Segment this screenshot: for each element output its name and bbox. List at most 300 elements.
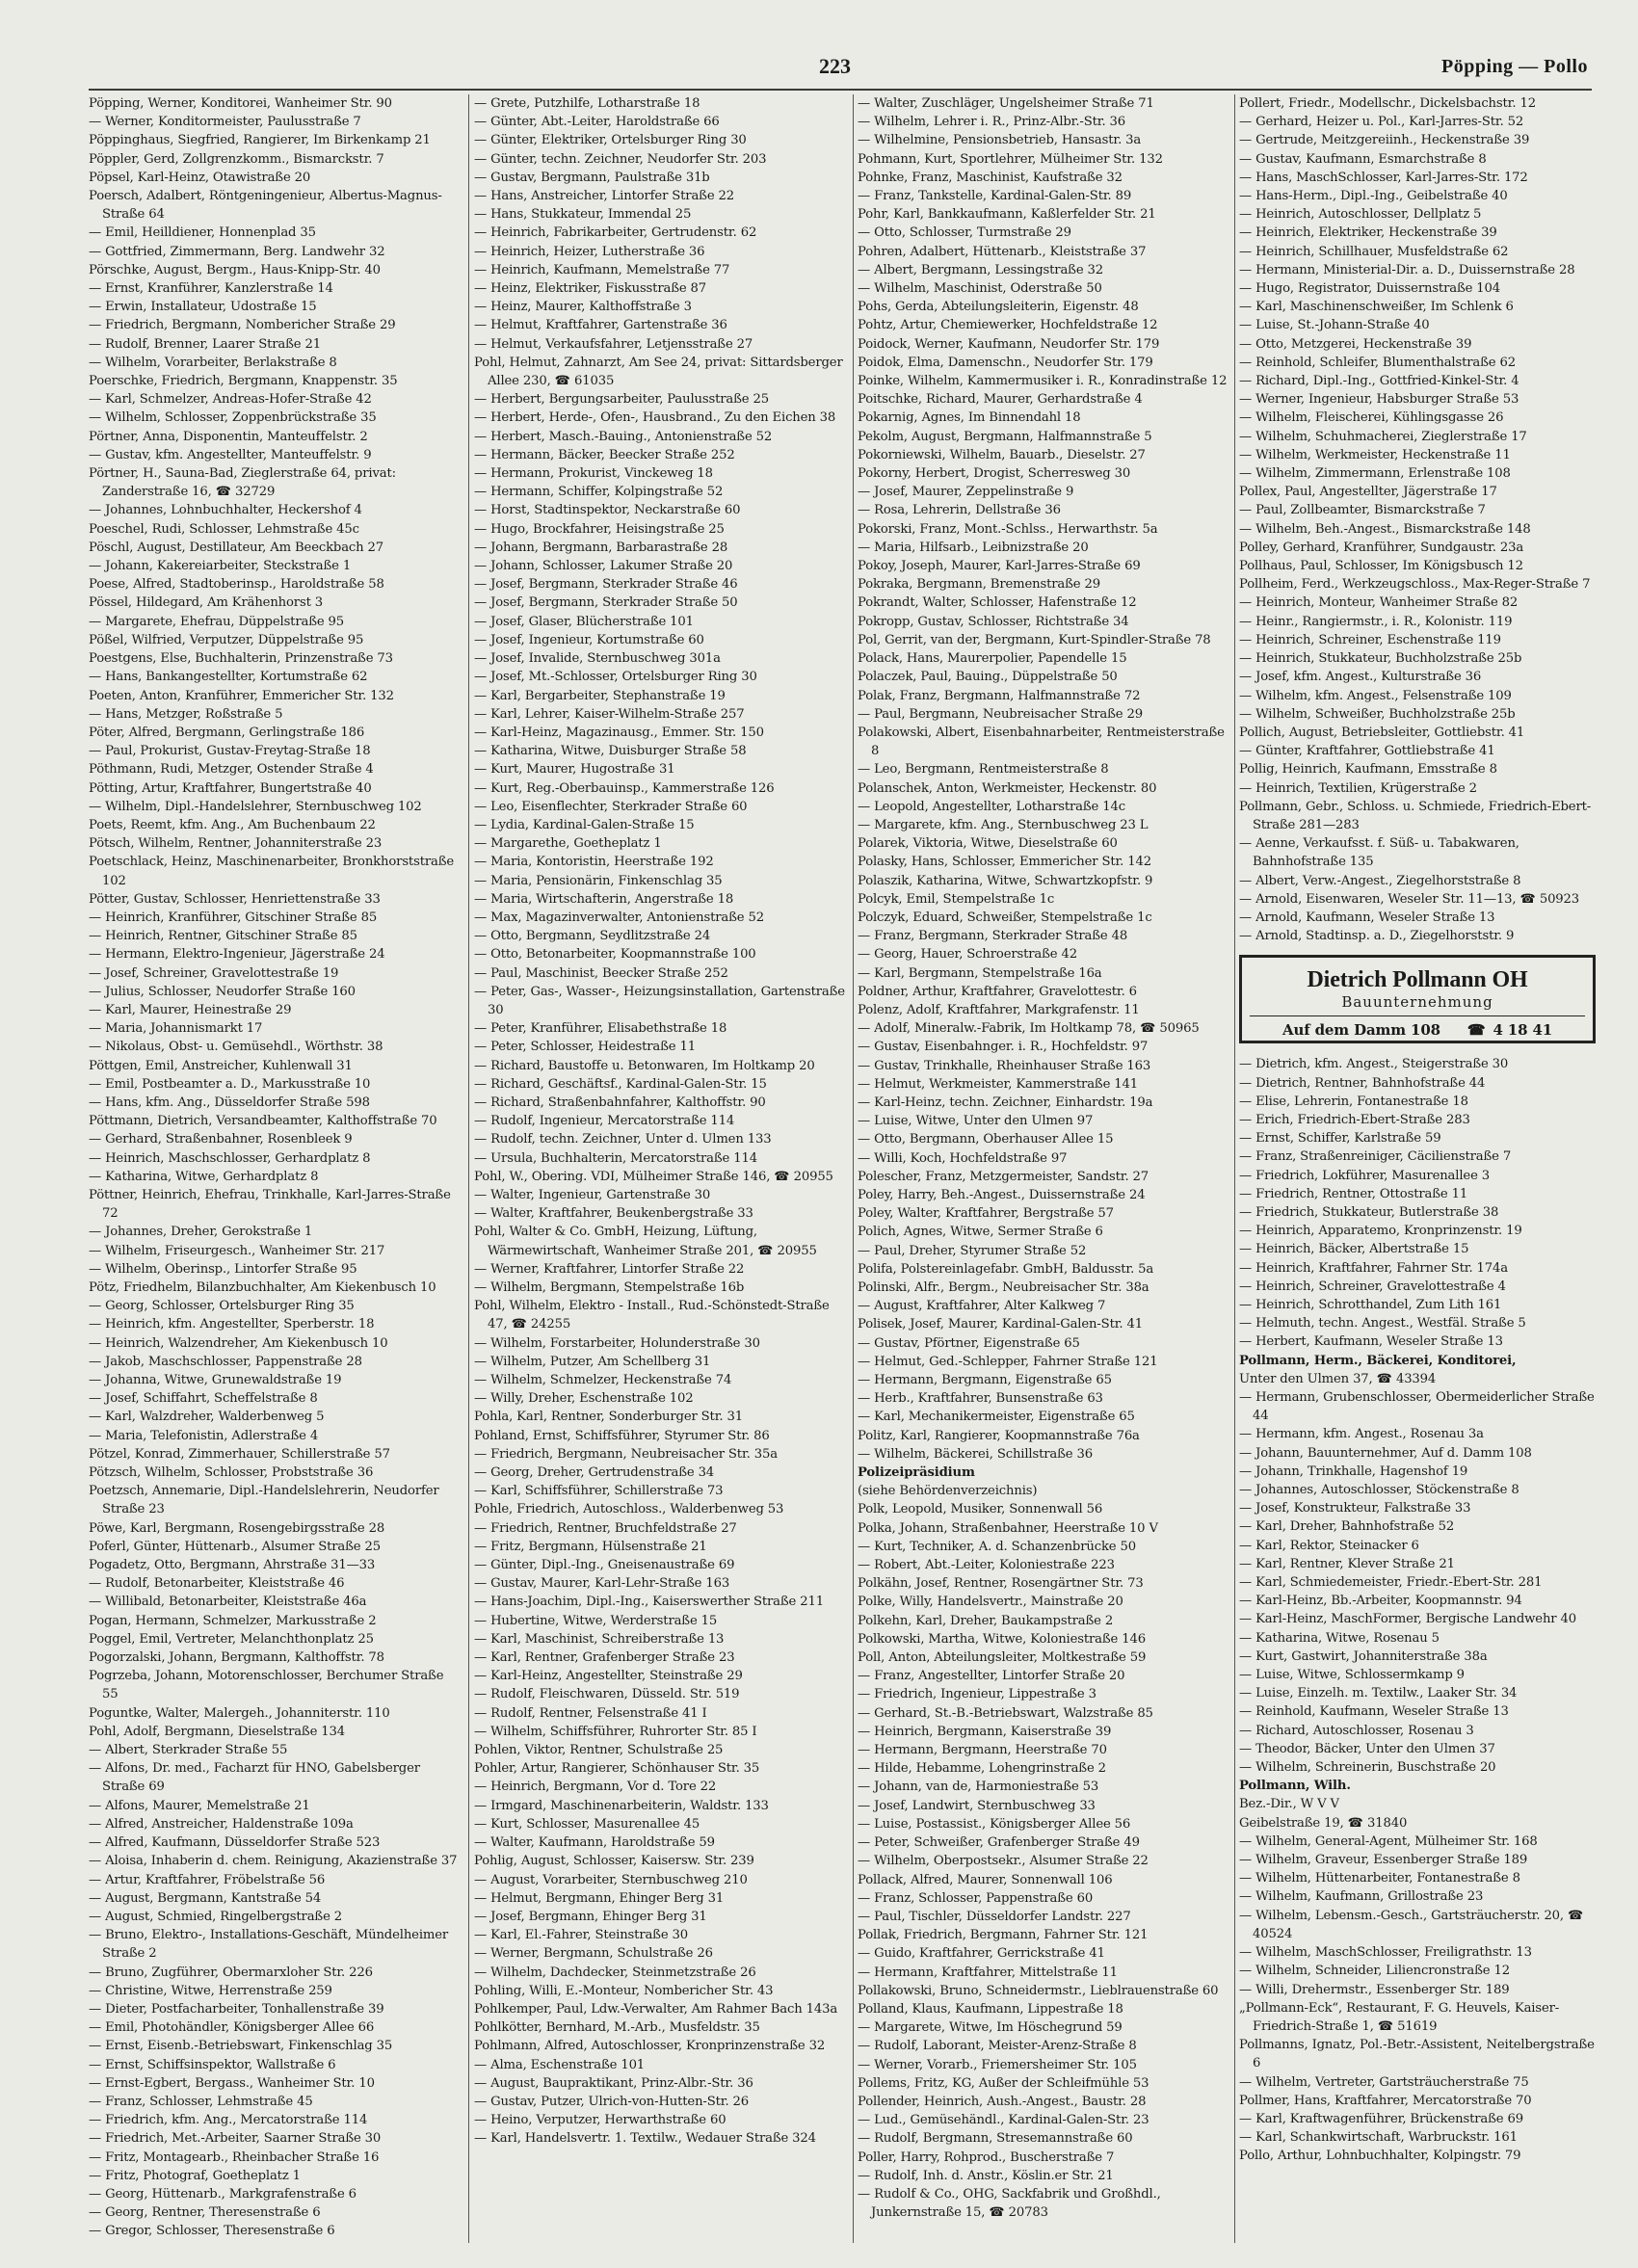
directory-entry: — Hermann, Bergmann, Eigenstraße 65 [858,1373,1112,1388]
directory-entry: Pokorski, Franz, Mont.-Schlss., Herwarthstr. 5a [858,521,1158,537]
directory-entry: — Wilhelm, Putzer, Am Schellberg 31 [474,1354,711,1369]
directory-entry: Poetzsch, Annemarie, Dipl.-Handelslehrerin, Neudorfer Straße 23 [89,1484,439,1517]
directory-entry: Pohlkötter, Bernhard, M.-Arb., Musfeldstr. 35 [474,2020,760,2036]
directory-entry: Pötter, Gustav, Schlosser, Henriettenstraße 33 [89,891,381,907]
directory-entry: — Heinrich, Schillhauer, Musfeldstraße 62 [1239,244,1509,259]
directory-entry: — Rudolf, Fleischwaren, Düsseld. Str. 519 [474,1687,740,1702]
directory-entry: — Heinrich, kfm. Angestellter, Sperberstr. 18 [89,1317,375,1332]
directory-entry: — Heinrich, Apparatemo, Kronprinzenstr. 19 [1239,1224,1522,1239]
directory-entry: — Franz, Tankstelle, Kardinal-Galen-Str. 89 [858,189,1132,204]
directory-entry: — Hans, Bankangestellter, Kortumstraße 62 [89,670,368,685]
directory-entry: — Kurt, Schlosser, Masurenallee 45 [474,1816,700,1832]
directory-entry: Pötzel, Konrad, Zimmerhauer, Schillerstraße 57 [89,1446,390,1462]
directory-entry: Pollex, Paul, Angestellter, Jägerstraße 17 [1239,485,1497,500]
directory-entry: — Günter, techn. Zeichner, Neudorfer Str. 203 [474,151,767,167]
directory-entry: — Elise, Lehrerin, Fontanestraße 18 [1239,1094,1468,1109]
directory-entry: Polcyk, Emil, Stempelstraße 1c [858,891,1055,907]
directory-entry: Pollo, Arthur, Lohnbuchhalter, Kolpingstr. 79 [1239,2149,1521,2164]
directory-entry: Pohlen, Viktor, Rentner, Schulstraße 25 [474,1743,724,1758]
directory-entry: Poll, Anton, Abteilungsleiter, Moltkestraße 59 [858,1650,1147,1666]
directory-entry: Pogrzeba, Johann, Motorenschlosser, Berchumer Straße 55 [89,1669,444,1702]
directory-entry: Polakowski, Albert, Eisenbahnarbeiter, Rentmeisterstraße 8 [858,725,1225,759]
directory-entry: — Gertrude, Meitzgereiinh., Heckenstraße 39 [1239,133,1530,148]
directory-entry: — Albert, Bergmann, Lessingstraße 32 [858,262,1104,277]
column-4 [1239,94,1596,2243]
directory-entry: Poitschke, Richard, Maurer, Gerhardstraße 4 [858,392,1143,408]
directory-entry: — Heinrich, Schreiner, Gravelottestraße 4 [1239,1279,1506,1294]
directory-entry: Pötting, Artur, Kraftfahrer, Bungertstraße 40 [89,780,372,796]
directory-entry: — Johanna, Witwe, Grunewaldstraße 19 [89,1373,342,1388]
directory-entry: Pöppinghaus, Siegfried, Rangierer, Im Birkenkamp 21 [89,133,431,148]
directory-entry: Pohling, Willi, E.-Monteur, Nombericher Str. 43 [474,1983,774,1998]
directory-entry: — Katharina, Witwe, Duisburger Straße 58 [474,744,747,759]
directory-entry: — Hans, Anstreicher, Lintorfer Straße 22 [474,189,734,204]
directory-entry: — Georg, Rentner, Theresenstraße 6 [89,2205,321,2221]
directory-entry: — Nikolaus, Obst- u. Gemüsehdl., Wörthstr. 38 [89,1040,383,1055]
directory-entry: — Arnold, Kaufmann, Weseler Straße 13 [1239,910,1495,925]
directory-entry: — Paul, Zollbeamter, Bismarckstraße 7 [1239,503,1486,518]
directory-entry: — August, Kraftfahrer, Alter Kalkweg 7 [858,1299,1106,1314]
directory-entry: Pohs, Gerda, Abteilungsleiterin, Eigenstr. 48 [858,300,1139,315]
directory-entry: — Wilhelm, kfm. Angest., Felsenstraße 109 [1239,688,1512,703]
directory-entry: — Werner, Konditormeister, Paulusstraße 7 [89,115,361,130]
directory-entry: — Josef, Maurer, Zeppelinstraße 9 [858,485,1074,500]
directory-entry: — Rudolf, Inh. d. Anstr., Köslin.er Str. 21 [858,2168,1114,2183]
directory-entry: Poidok, Elma, Damenschn., Neudorfer Str. 179 [858,355,1153,370]
directory-entry: Polenz, Adolf, Kraftfahrer, Markgrafenstr. 11 [858,1002,1140,1017]
directory-entry: — Karl, El.-Fahrer, Steinstraße 30 [474,1928,689,1943]
directory-entry: — Johann, Trinkhalle, Hagenshof 19 [1239,1464,1468,1479]
directory-entry: Polley, Gerhard, Kranführer, Sundgaustr. 23a [1239,540,1524,555]
directory-entry: — Artur, Kraftfahrer, Fröbelstraße 56 [89,1872,326,1887]
directory-entry: — Theodor, Bäcker, Unter den Ulmen 37 [1239,1741,1495,1756]
directory-entry: — Willi, Drehermstr., Essenberger Str. 189 [1239,1982,1510,1997]
directory-entry: — Maria, Johannismarkt 17 [89,1021,263,1037]
directory-entry: — Wilhelm, Lebensm.-Gesch., Gartsträucherstr. 20, ☎ 40524 [1239,1908,1584,1941]
directory-entry: Pollakowski, Bruno, Schneidermstr., Lieblrauenstraße 60 [858,1983,1219,1998]
directory-entry: — Herbert, Herde-, Ofen-, Hausbrand., Zu den Eichen 38 [474,410,836,426]
directory-entry: Poersch, Adalbert, Röntgeningenieur, Albertus-Magnus-Straße 64 [89,189,442,223]
directory-entry: — Hans, kfm. Ang., Düsseldorfer Straße 598 [89,1094,370,1110]
directory-entry: — Ernst, Eisenb.-Betriebswart, Finkenschlag 35 [89,2039,393,2054]
directory-entry: Pohl, Helmut, Zahnarzt, Am See 24, privat: Sittardsberger Allee 230, ☎ 61035 [474,355,843,389]
directory-entry: — Rosa, Lehrerin, Dellstraße 36 [858,503,1061,518]
directory-entry: — Friedrich, kfm. Ang., Mercatorstraße 114 [89,2113,368,2128]
directory-entry: — Heinrich, Schreiner, Eschenstraße 119 [1239,632,1501,647]
directory-entry: — Heinrich, Kraftfahrer, Fahrner Str. 174a [1239,1260,1508,1276]
directory-entry: — Josef, Bergmann, Ehinger Berg 31 [474,1909,707,1924]
directory-entry: — Max, Magazinverwalter, Antonienstraße 52 [474,910,764,925]
directory-entry: — Rudolf, Rentner, Felsenstraße 41 I [474,1705,707,1721]
directory-entry: — Richard, Dipl.-Ing., Gottfried-Kinkel-Str. 4 [1239,374,1519,389]
directory-entry: Poerschke, Friedrich, Bergmann, Knappenstr. 35 [89,374,398,389]
directory-entry: Pössel, Hildegard, Am Krähenhorst 3 [89,595,324,611]
directory-entry: — Josef, Bergmann, Sterkrader Straße 46 [474,577,738,593]
directory-entry: — Dietrich, Rentner, Bahnhofstraße 44 [1239,1075,1486,1091]
directory-entry: — Helmuth, techn. Angest., Westfäl. Straße 5 [1239,1316,1526,1332]
directory-entry: Pöter, Alfred, Bergmann, Gerlingstraße 186 [89,725,365,740]
directory-entry: — Georg, Hüttenarb., Markgrafenstraße 6 [89,2186,357,2202]
directory-entry: — Heinrich, Maschschlosser, Gerhardplatz 8 [89,1150,371,1166]
directory-entry: — Rudolf, Bergmann, Stresemannstraße 60 [858,2131,1133,2147]
column-divider [1234,94,1235,2243]
directory-entry: — Kurt, Gastwirt, Johanniterstraße 38a [1239,1648,1488,1664]
directory-entry: — Adolf, Mineralw.-Fabrik, Im Holtkamp 78, ☎ 50965 [858,1021,1200,1037]
directory-entry: — Karl, Schmelzer, Andreas-Hofer-Straße 42 [89,392,372,408]
page-number: 223 [819,54,851,78]
directory-entry: — Heinrich, Elektriker, Heckenstraße 39 [1239,225,1497,241]
directory-entry: — Wilhelmine, Pensionsbetrieb, Hansastr. 3a [858,133,1142,148]
directory-entry: — Otto, Bergmann, Seydlitzstraße 24 [474,929,711,944]
directory-entry: — Karl, Schankwirtschaft, Warbruckstr. 161 [1239,2130,1518,2146]
directory-entry: Poinke, Wilhelm, Kammermusiker i. R., Konradinstraße 12 [858,374,1228,389]
directory-entry: — Peter, Schweißer, Grafenberger Straße 49 [858,1835,1140,1851]
directory-entry: — Margarethe, Goetheplatz 1 [474,836,662,852]
directory-entry: — Karl, Bergmann, Stempelstraße 16a [858,965,1102,981]
directory-entry: Polke, Willy, Handelsvertr., Mainstraße 20 [858,1595,1123,1610]
directory-entry: Pohl, Adolf, Bergmann, Dieselstraße 134 [89,1724,346,1739]
directory-entry: — Heinrich, Bergmann, Kaiserstraße 39 [858,1724,1112,1739]
column-2 [474,94,848,2243]
directory-entry: — Franz, Angestellter, Lintorfer Straße 20 [858,1669,1125,1684]
directory-entry: — Peter, Kranführer, Elisabethstraße 18 [474,1021,727,1037]
directory-entry: — Margarete, kfm. Ang., Sternbuschweg 23 L [858,817,1149,832]
directory-entry: — Heinz, Maurer, Kalthoffstraße 3 [474,300,692,315]
directory-entry: Pollmer, Hans, Kraftfahrer, Mercatorstraße 70 [1239,2093,1532,2108]
directory-entry: — Heinrich, Schrotthandel, Zum Lith 161 [1239,1297,1502,1312]
directory-entry: — Franz, Schlosser, Pappenstraße 60 [858,1890,1094,1906]
directory-entry: — Alfons, Dr. med., Facharzt für HNO, Gabelsberger Straße 69 [89,1761,420,1795]
directory-entry: — Ursula, Buchhalterin, Mercatorstraße 114 [474,1150,757,1166]
directory-entry: — Rudolf & Co., OHG, Sackfabrik und Großhdl., Junkernstraße 15, ☎ 20783 [858,2186,1161,2221]
directory-entry: Pörtner, Anna, Disponentin, Manteuffelstr. 2 [89,429,368,444]
directory-entry: — Heinz, Elektriker, Fiskusstraße 87 [474,281,707,297]
directory-entry: — Karl-Heinz, MaschFormer, Bergische Landwehr 40 [1239,1612,1576,1627]
directory-entry: — Wilhelm, Werkmeister, Heckenstraße 11 [1239,447,1511,462]
directory-entry: — Paul, Maschinist, Beecker Straße 252 [474,965,728,981]
directory-entry: — Horst, Stadtinspektor, Neckarstraße 60 [474,503,741,518]
directory-entry: — Karl, Schmiedemeister, Friedr.-Ebert-Str. 281 [1239,1575,1543,1591]
directory-entry: Pöwe, Karl, Bergmann, Rosengebirgsstraße 28 [89,1520,385,1536]
directory-entry: Bez.-Dir., W V V [1239,1797,1339,1812]
directory-entry: — Hans-Herm., Dipl.-Ing., Geibelstraße 40 [1239,189,1508,204]
directory-entry: — Gustav, Bergmann, Paulstraße 31b [474,170,710,185]
directory-entry: — Josef, Invalide, Sternbuschweg 301a [474,651,721,667]
directory-entry: — Franz, Schlosser, Lehmstraße 45 [89,2094,313,2109]
directory-entry: — Wilhelm, Kaufmann, Grillostraße 23 [1239,1889,1484,1905]
directory-entry: Pohl, Wilhelm, Elektro - Install., Rud.-Schönstedt-Straße 47, ☎ 24255 [474,1299,830,1332]
directory-entry: — Wilhelm, Beh.-Angest., Bismarckstraße 148 [1239,521,1531,537]
directory-entry: — Heinrich, Autoschlosser, Dellplatz 5 [1239,207,1482,223]
directory-entry: — Wilhelm, Dipl.-Handelslehrer, Sternbuschweg 102 [89,799,422,814]
directory-entry: Pohtz, Artur, Chemiewerker, Hochfeldstraße 12 [858,318,1158,333]
directory-entry: — Christine, Witwe, Herrenstraße 259 [89,1983,332,1998]
directory-entry: Pöppler, Gerd, Zollgrenzkomm., Bismarckstr. 7 [89,151,384,167]
directory-entry: — Josef, Glaser, Blücherstraße 101 [474,614,694,629]
directory-entry: — Wilhelm, Schweißer, Buchholzstraße 25b [1239,706,1516,722]
directory-entry: — Karl, Mechanikermeister, Eigenstraße 65 [858,1410,1135,1425]
directory-entry: — Rudolf, Ingenieur, Mercatorstraße 114 [474,1114,735,1129]
directory-entry: Poestgens, Else, Buchhalterin, Prinzenstraße 73 [89,651,393,667]
directory-entry: — August, Schmied, Ringelbergstraße 2 [89,1909,343,1924]
directory-entry: Polk, Leopold, Musiker, Sonnenwall 56 [858,1502,1103,1517]
directory-entry: Polescher, Franz, Metzgermeister, Sandstr. 27 [858,1169,1149,1184]
directory-entry: — Herb., Kraftfahrer, Bunsenstraße 63 [858,1391,1103,1407]
directory-entry: Pollmann, Herm., Bäckerei, Konditorei, [1239,1353,1517,1368]
directory-entry: Pöpping, Werner, Konditorei, Wanheimer Str. 90 [89,96,392,111]
directory-entry: — Wilhelm, Schlosser, Zoppenbrückstraße 35 [89,410,377,426]
directory-entry: — Otto, Schlosser, Turmstraße 29 [858,225,1071,241]
directory-entry: — Irmgard, Maschinenarbeiterin, Waldstr. 133 [474,1798,769,1813]
directory-entry: — Karl, Rentner, Klever Straße 21 [1239,1556,1455,1571]
directory-entry: — Katharina, Witwe, Gerhardplatz 8 [89,1169,319,1184]
directory-entry: — Josef, Bergmann, Sterkrader Straße 50 [474,595,738,611]
directory-entry: — Ernst, Kranführer, Kanzlerstraße 14 [89,281,333,297]
directory-entry: — Leopold, Angestellter, Lotharstraße 14c [858,799,1125,814]
directory-entry: — Gerhard, Heizer u. Pol., Karl-Jarres-Str. 52 [1239,115,1524,130]
running-head: Pöpping — Pollo [1441,56,1588,77]
directory-entry: Pohlig, August, Schlosser, Kaisersw. Str. 239 [474,1854,754,1869]
directory-entry: Poferl, Günter, Hüttenarb., Alsumer Straße 25 [89,1539,381,1554]
directory-entry: Poggel, Emil, Vertreter, Melanchthonplatz 25 [89,1631,374,1647]
directory-entry: Polinski, Alfr., Bergm., Neubreisacher Str. 38a [858,1280,1149,1295]
directory-entry: Pollak, Friedrich, Bergmann, Fahrner Str. 121 [858,1928,1149,1943]
directory-entry: — Walter, Ingenieur, Gartenstraße 30 [474,1187,711,1202]
directory-entry: — Hermann, Kraftfahrer, Mittelstraße 11 [858,1965,1118,1980]
directory-entry: — Hermann, Prokurist, Vinckeweg 18 [474,466,713,482]
directory-entry: — Luise, Witwe, Unter den Ulmen 97 [858,1114,1094,1129]
directory-entry: Pößel, Wilfried, Verputzer, Düppelstraße 95 [89,632,364,647]
directory-entry: Politz, Karl, Rangierer, Koopmannstraße 76a [858,1428,1140,1443]
directory-entry: Polack, Hans, Maurerpolier, Papendelle 15 [858,651,1127,667]
directory-entry: — Alfred, Kaufmann, Düsseldorfer Straße 523 [89,1835,381,1851]
directory-entry: Pohla, Karl, Rentner, Sonderburger Str. 31 [474,1410,743,1425]
directory-entry: Polland, Klaus, Kaufmann, Lippestraße 18 [858,2001,1123,2017]
directory-entry: Pollems, Fritz, KG, Außer der Schleifmühle 53 [858,2075,1149,2091]
directory-entry: — August, Baupraktikant, Prinz-Albr.-Str. 36 [474,2075,753,2091]
directory-entry: — Maria, Pensionärin, Finkenschlag 35 [474,873,723,888]
directory-entry: — Hugo, Brockfahrer, Heisingstraße 25 [474,521,725,537]
directory-entry: — Gustav, Maurer, Karl-Lehr-Straße 163 [474,1576,730,1592]
directory-entry: Poller, Harry, Rohprod., Buscherstraße 7 [858,2149,1115,2165]
directory-entry: — Karl, Kraftwagenführer, Brückenstraße 69 [1239,2111,1523,2126]
directory-entry: Pokrandt, Walter, Schlosser, Hafenstraße 12 [858,595,1137,611]
directory-entry: — Katharina, Witwe, Rosenau 5 [1239,1630,1440,1646]
directory-entry: — Albert, Verw.-Angest., Ziegelhorststraße 8 [1239,873,1521,888]
directory-entry: Poley, Harry, Beh.-Angest., Duissernstraße 24 [858,1187,1146,1202]
directory-entry: Pokorniewski, Wilhelm, Bauarb., Dieselstr. 27 [858,447,1146,462]
directory-entry: — Hans, Metzger, Roßstraße 5 [89,706,283,722]
directory-entry: — Willibald, Betonarbeiter, Kleiststraße 46a [89,1595,367,1610]
directory-entry: — Karl, Maschinist, Schreiberstraße 13 [474,1631,725,1647]
directory-entry: — Paul, Prokurist, Gustav-Freytag-Straße 18 [89,744,371,759]
header-rule [89,89,1592,91]
advertisement-box [1239,955,1596,1043]
directory-entry: Pogadetz, Otto, Bergmann, Ahrstraße 31—33 [89,1558,376,1573]
directory-entry: Pohland, Ernst, Schiffsführer, Styrumer Str. 86 [474,1428,770,1443]
directory-entry: — Johann, Bergmann, Barbarastraße 28 [474,540,728,555]
directory-entry: Poets, Reemt, kfm. Ang., Am Buchenbaum 22 [89,817,376,832]
column-divider [853,94,854,2243]
directory-entry: Pollmann, Wilh. [1239,1779,1351,1794]
directory-entry: Polich, Agnes, Witwe, Sermer Straße 6 [858,1225,1103,1240]
directory-entry: — Dietrich, kfm. Angest., Steigerstraße 30 [1239,1057,1509,1072]
directory-entry: (siehe Behördenverzeichnis) [858,1484,1038,1499]
directory-entry: — Werner, Vorarb., Friemersheimer Str. 105 [858,2057,1137,2072]
directory-entry: Pöschl, August, Destillateur, Am Beeckbach 27 [89,540,384,555]
directory-entry: Polczyk, Eduard, Schweißer, Stempelstraße 1c [858,910,1152,925]
directory-entry: Pötsch, Wilhelm, Rentner, Johanniterstraße 23 [89,836,383,852]
directory-entry: — Karl, Walzdreher, Walderbenweg 5 [89,1410,325,1425]
directory-entry: — Heinrich, Textilien, Krügerstraße 2 [1239,780,1477,796]
directory-entry: — Richard, Straßenbahnfahrer, Kalthoffstr. 90 [474,1094,766,1110]
directory-entry: Pohlmann, Alfred, Autoschlosser, Kronprinzenstraße 32 [474,2039,826,2054]
directory-entry: — Günter, Dipl.-Ing., Gneisenaustraße 69 [474,1558,735,1573]
directory-entry: — Hermann, Grubenschlosser, Obermeiderlicher Straße 44 [1239,1390,1595,1424]
directory-entry: — Otto, Betonarbeiter, Koopmannstraße 100 [474,947,756,963]
directory-entry: — Wilhelm, Bergmann, Stempelstraße 16b [474,1280,745,1295]
directory-entry: Polkehn, Karl, Dreher, Baukampstraße 2 [858,1613,1114,1628]
directory-entry: Poeschel, Rudi, Schlosser, Lehmstraße 45c [89,521,359,537]
directory-entry: — Maria, Hilfsarb., Leibnizstraße 20 [858,540,1089,555]
directory-entry: — Karl, Rektor, Steinacker 6 [1239,1538,1419,1553]
directory-entry: — Gustav, Putzer, Ulrich-von-Hutten-Str. 26 [474,2094,750,2109]
directory-entry: — Wilhelm, Bäckerei, Schillstraße 36 [858,1446,1093,1462]
directory-entry: — Fritz, Photograf, Goetheplatz 1 [89,2168,301,2183]
directory-entry: — Gustav, Eisenbahnger. i. R., Hochfeldstr. 97 [858,1040,1149,1055]
ad-tagline: Bauunternehmung [1341,993,1493,1012]
directory-entry: — Reinhold, Kaufmann, Weseler Straße 13 [1239,1704,1509,1720]
directory-entry: Polka, Johann, Straßenbahner, Heerstraße 10 V [858,1520,1158,1536]
directory-entry: — Karl, Schiffsführer, Schillerstraße 73 [474,1484,724,1499]
directory-entry: — Wilhelm, Dachdecker, Steinmetzstraße 26 [474,1965,756,1980]
directory-entry: — Wilhelm, Vorarbeiter, Berlakstraße 8 [89,355,337,370]
directory-entry: Pekolm, August, Bergmann, Halfmannstraße 5 [858,429,1152,444]
directory-entry: — Wilhelm, Schmelzer, Heckenstraße 74 [474,1373,732,1388]
directory-entry: — Maria, Kontoristin, Heerstraße 192 [474,855,714,870]
directory-entry: — Walter, Zuschläger, Ungelsheimer Straße 71 [858,96,1154,111]
directory-entry: — Grete, Putzhilfe, Lotharstraße 18 [474,96,700,111]
directory-entry: Pol, Gerrit, van der, Bergmann, Kurt-Spindler-Straße 78 [858,632,1211,647]
directory-entry: — Emil, Postbeamter a. D., Markusstraße 10 [89,1076,371,1092]
directory-entry: — Richard, Autoschlosser, Rosenau 3 [1239,1723,1474,1738]
directory-entry: — Herbert, Bergungsarbeiter, Paulusstraße 25 [474,392,769,408]
directory-entry: — Wilhelm, Oberpostsekr., Alsumer Straße 22 [858,1854,1149,1869]
directory-entry: — Helmut, Werkmeister, Kammerstraße 141 [858,1076,1138,1092]
directory-entry: — Wilhelm, General-Agent, Mülheimer Str. 168 [1239,1833,1538,1849]
directory-entry: Pokraka, Bergmann, Bremenstraße 29 [858,577,1100,593]
directory-entry: — Kurt, Techniker, A. d. Schanzenbrücke 50 [858,1539,1136,1554]
directory-entry: — Hans, MaschSchlosser, Karl-Jarres-Str. 172 [1239,170,1528,185]
directory-entry: — Franz, Bergmann, Sterkrader Straße 48 [858,929,1128,944]
directory-entry: Pollert, Friedr., Modellschr., Dickelsbachstr. 12 [1239,96,1536,111]
directory-entry: — Emil, Photohändler, Königsberger Allee 66 [89,2020,375,2036]
directory-entry: Pokorny, Herbert, Drogist, Scherresweg 30 [858,466,1131,482]
directory-entry: Pollheim, Ferd., Werkzeugschloss., Max-Reger-Straße 7 [1239,577,1591,593]
directory-entry: — Gottfried, Zimmermann, Berg. Landwehr 32 [89,244,385,259]
directory-entry: Pollig, Heinrich, Kaufmann, Emsstraße 8 [1239,762,1497,778]
directory-entry: — Karl-Heinz, Magazinausg., Emmer. Str. 150 [474,725,764,740]
directory-entry: — Dieter, Postfacharbeiter, Tonhallenstraße 39 [89,2001,384,2017]
directory-entry: — Gustav, Pförtner, Eigenstraße 65 [858,1335,1080,1351]
directory-entry: — Hermann, Bäcker, Beecker Straße 252 [474,447,735,462]
directory-entry: — Karl-Heinz, Angestellter, Steinstraße 29 [474,1669,743,1684]
directory-entry: Poldner, Arthur, Kraftfahrer, Gravelottestr. 6 [858,984,1137,999]
directory-entry: — Leo, Eisenflechter, Sterkrader Straße 60 [474,799,748,814]
directory-entry: Pollhaus, Paul, Schlosser, Im Königsbusch 12 [1239,559,1523,574]
directory-entry: — Karl, Maurer, Heinestraße 29 [89,1002,292,1017]
directory-entry: — Wilhelm, Fleischerei, Kühlingsgasse 26 [1239,410,1504,426]
column-divider [468,94,469,2243]
directory-entry: Polasky, Hans, Schlosser, Emmericher Str. 142 [858,855,1151,870]
directory-entry: — Hugo, Registrator, Duissernstraße 104 [1239,281,1501,297]
directory-entry: — Walter, Kaufmann, Haroldstraße 59 [474,1835,715,1851]
directory-entry: Poidock, Werner, Kaufmann, Neudorfer Str. 179 [858,336,1160,352]
ad-address-line [1250,1015,1585,1041]
directory-entry: Polaszik, Katharina, Witwe, Schwartzkopfstr. 9 [858,873,1153,888]
directory-entry: — Wilhelm, Hüttenarbeiter, Fontanestraße 8 [1239,1871,1520,1886]
directory-entry: — Johannes, Dreher, Gerokstraße 1 [89,1225,313,1240]
directory-entry: — Werner, Bergmann, Schulstraße 26 [474,1946,713,1962]
directory-entry: — Wilhelm, Schiffsführer, Ruhrorter Str. 85 I [474,1724,757,1739]
directory-entry: Polaczek, Paul, Bauing., Düppelstraße 50 [858,670,1118,685]
directory-entry: — Arnold, Eisenwaren, Weseler Str. 11—13, ☎ 50923 [1239,891,1580,907]
directory-entry: — Wilhelm, Schneider, Liliencronstraße 12 [1239,1964,1510,1979]
directory-entry: — Luise, Postassist., Königsberger Allee 56 [858,1816,1131,1832]
directory-entry: Geibelstraße 19, ☎ 31840 [1239,1815,1408,1831]
directory-entry: Pötzsch, Wilhelm, Schlosser, Probststraße 36 [89,1465,374,1481]
directory-entry: Pohl, W., Obering. VDI, Mülheimer Straße 146, ☎ 20955 [474,1169,833,1184]
directory-entry: — Fritz, Montagearb., Rheinbacher Straße 16 [89,2149,380,2165]
directory-entry: — Wilhelm, Schreinerin, Buschstraße 20 [1239,1760,1496,1776]
directory-entry: — Heinrich, Fabrikarbeiter, Gertrudenstr. 62 [474,225,757,241]
directory-entry: — Josef, kfm. Angest., Kulturstraße 36 [1239,670,1482,685]
directory-entry: Pohnke, Franz, Maschinist, Kaufstraße 32 [858,170,1123,185]
directory-entry: Poley, Walter, Kraftfahrer, Bergstraße 57 [858,1206,1114,1222]
directory-entry: — Gregor, Schlosser, Theresenstraße 6 [89,2224,335,2239]
directory-entry: — Johann, Bauunternehmer, Auf d. Damm 108 [1239,1445,1532,1461]
directory-entry: — Jakob, Maschschlosser, Pappenstraße 28 [89,1354,362,1369]
directory-entry: — Heinr., Rangiermstr., i. R., Kolonistr. 119 [1239,614,1513,629]
directory-entry: Pohl, Walter & Co. GmbH, Heizung, Lüftung, Wärmewirtschaft, Wanheimer Straße 201, ☎ 20955 [474,1225,817,1258]
directory-entry: Pollender, Heinrich, Aush.-Angest., Baustr. 28 [858,2094,1147,2109]
directory-entry: — Kurt, Maurer, Hugostraße 31 [474,762,675,778]
directory-entry: — Luise, Einzelh. m. Textilw., Laaker Str. 34 [1239,1686,1518,1701]
directory-entry: — Heinrich, Kranführer, Gitschiner Straße 85 [89,910,378,925]
directory-entry: Poese, Alfred, Stadtoberinsp., Haroldstraße 58 [89,577,384,593]
directory-entry: Poetschlack, Heinz, Maschinenarbeiter, Bronkhorststraße 102 [89,855,455,888]
directory-entry: — Otto, Metzgerei, Heckenstraße 39 [1239,336,1472,352]
directory-entry: — Wilhelm, Zimmermann, Erlenstraße 108 [1239,466,1511,482]
directory-entry: — August, Bergmann, Kantstraße 54 [89,1890,322,1906]
directory-entry: — Karl, Bergarbeiter, Stephanstraße 19 [474,688,726,703]
directory-entry: — Johannes, Lohnbuchhalter, Heckershof 4 [89,503,362,518]
directory-entry: — Heinrich, Bäcker, Albertstraße 15 [1239,1242,1469,1257]
directory-entry: — Josef, Schreiner, Gravelottestraße 19 [89,965,339,981]
directory-entry: — Heinrich, Walzendreher, Am Kiekenbusch 10 [89,1335,388,1351]
directory-entry: — Arnold, Stadtinsp. a. D., Ziegelhorststr. 9 [1239,929,1515,944]
directory-entry: — Wilhelm, Graveur, Essenberger Straße 189 [1239,1853,1528,1868]
directory-entry: Pokarnig, Agnes, Im Binnendahl 18 [858,410,1081,426]
directory-entry: Pöpsel, Karl-Heinz, Otawistraße 20 [89,170,311,185]
directory-entry: — Herbert, Kaufmann, Weseler Straße 13 [1239,1334,1503,1350]
directory-entry: — Robert, Abt.-Leiter, Koloniestraße 223 [858,1558,1115,1573]
directory-entry: — Karl, Dreher, Bahnhofstraße 52 [1239,1519,1455,1535]
directory-entry: — Luise, Witwe, Schlossermkamp 9 [1239,1668,1465,1683]
directory-entry: Pohle, Friedrich, Autoschloss., Walderbenweg 53 [474,1502,784,1517]
directory-entry: — Rudolf, techn. Zeichner, Unter d. Ulmen 133 [474,1132,772,1147]
directory-entry: — Georg, Dreher, Gertrudenstraße 34 [474,1465,715,1481]
